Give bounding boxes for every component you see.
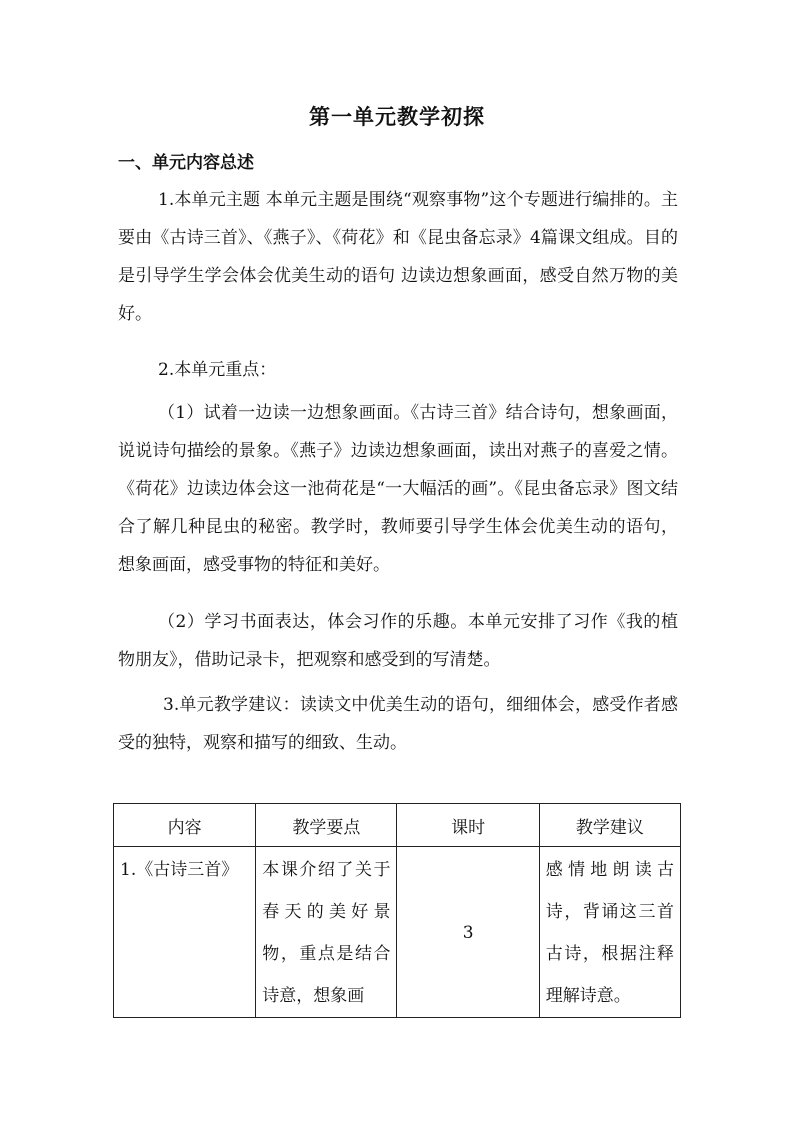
paragraph-focus-writing: （2）学习书面表达，体会习作的乐趣。本单元安排了习作《我的植物朋友》，借助记录卡，把观察和感受到的写清楚。 — [118, 612, 678, 670]
paragraph-unit-theme: 1.本单元主题 本单元主题是围绕“观察事物”这个专题进行编排的。主要由《古诗三首》、《燕子》、《荷花》和《昆虫备忘录》4篇课文组成。目的是引导学生学会体会优美生动的语句 边读边想象画面，感受自然万物的美好。 — [118, 190, 678, 324]
cell-content: 1.《古诗三首》 — [114, 847, 256, 1018]
cell-key-points: 本课介绍了关于春天的美好景物，重点是结合诗意，想象画 — [256, 847, 397, 1018]
table-header-row — [114, 804, 681, 847]
table-row — [114, 847, 681, 1018]
paragraph-unit-focus-heading: 2.本单元重点： — [158, 360, 277, 380]
header-content: 内容 — [114, 804, 256, 847]
cell-periods: 3 — [397, 847, 539, 1018]
paragraph-focus-reading: （1）试着一边读一边想象画面。《古诗三首》结合诗句，想象画面，说说诗句描绘的景象。《燕子》边读边想象画面，读出对燕子的喜爱之情。《荷花》边读边体会这一池荷花是“一大幅活的画”。《昆虫备忘录》图文结合了解几种昆虫的秘密。教学时，教师要引导学生体会优美生动的语句，想象画面，感受事物的特征和美好。 — [118, 403, 678, 575]
lesson-plan-table — [113, 803, 681, 1018]
header-key-points: 教学要点 — [256, 804, 397, 847]
paragraph-teaching-suggestions: 3.单元教学建议：读读文中优美生动的语句，细细体会，感受作者感受的独特，观察和描写的细致、生动。 — [118, 695, 678, 753]
header-periods: 课时 — [397, 804, 539, 847]
cell-suggestions: 感情地朗读古诗，背诵这三首古诗，根据注释理解诗意。 — [539, 847, 680, 1018]
header-suggestions: 教学建议 — [539, 804, 680, 847]
document-title: 第一单元教学初探 — [309, 104, 485, 129]
section-heading-unit-overview: 一、单元内容总述 — [118, 153, 254, 173]
